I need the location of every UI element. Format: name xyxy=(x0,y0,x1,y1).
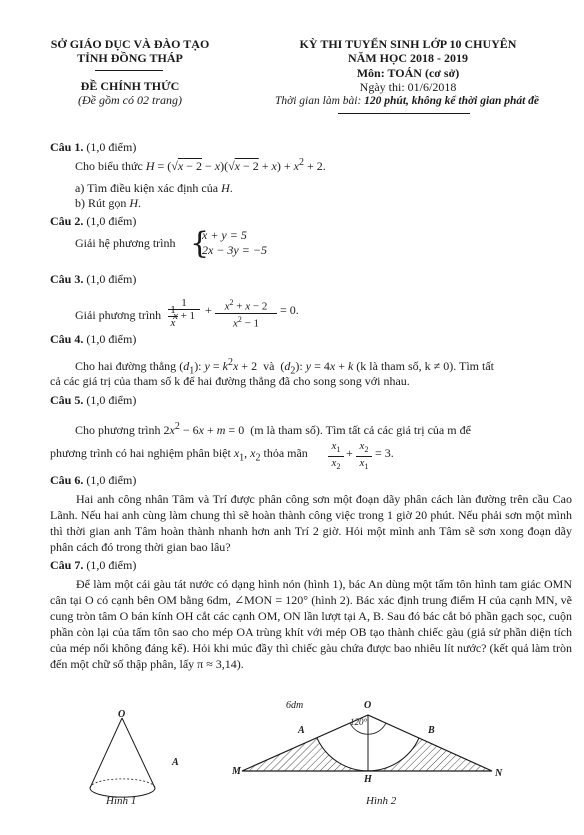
figure-2-label-b: B xyxy=(428,725,435,736)
question-3-plus: + xyxy=(205,303,212,317)
question-1-part-a: a) Tìm điều kiện xác định của H. xyxy=(75,181,233,195)
question-3-equation: Giải phương trình $\frac{1}{x}$ xyxy=(75,303,176,329)
question-5-line-1: Cho phương trình $2x^2 - 6x + m = 0$ (m là tham số). Tìm tất cả các giá trị của m để xyxy=(75,421,471,437)
figure-1-caption: Hình 1 xyxy=(106,795,137,807)
question-3-equals: = 0. xyxy=(280,303,299,317)
exam-date: Ngày thi: 01/6/2018 xyxy=(359,80,457,94)
department-name: SỞ GIÁO DỤC VÀ ĐÀO TẠO xyxy=(50,37,210,51)
question-4-line-2: cả các giá trị của tham số k để hai đường thẳng đã cho song song với nhau. xyxy=(50,374,410,388)
pages-note: (Đề gồm có 02 trang) xyxy=(78,93,182,107)
question-1-expression: Cho biểu thức $H = (√x - 2 - x)(√x - 2 + x) + x^2 + 2$. xyxy=(75,157,326,173)
figure-2-angle-label: 120° xyxy=(350,717,368,727)
exam-title: KỲ THI TUYỂN SINH LỚP 10 CHUYÊN xyxy=(299,37,517,51)
question-6-heading: Câu 6. (1,0 điểm) xyxy=(50,473,137,487)
figure-2-label-o: O xyxy=(364,700,372,711)
figure-2-side-label: 6dm xyxy=(286,700,304,711)
exam-duration: Thời gian làm bài: 120 phút, không kể thời gian phát đề xyxy=(274,95,540,107)
question-5-plus: + xyxy=(346,446,353,460)
figure-2-caption: Hình 2 xyxy=(366,795,397,807)
header-divider-left xyxy=(95,70,163,71)
question-5-fraction-2: $x_2$ $x_1$ xyxy=(356,440,372,473)
province-name: TỈNH ĐỒNG THÁP xyxy=(77,51,183,65)
question-3-fraction-1: 1 x + 1 xyxy=(168,297,200,322)
question-1-heading: Câu 1. (1,0 điểm) xyxy=(50,140,137,154)
figure-2-label-m: M xyxy=(232,766,241,777)
subject: Môn: TOÁN (cơ sở) xyxy=(356,66,460,80)
school-year: NĂM HỌC 2018 - 2019 xyxy=(348,51,468,65)
figure-2-label-n: N xyxy=(495,768,503,779)
question-7-heading: Câu 7. (1,0 điểm) xyxy=(50,558,137,572)
question-1-part-b: b) Rút gọn H. xyxy=(75,196,142,210)
question-6-text: Hai anh công nhân Tâm và Trí được phân công sơn một đoạn dãy phân cách làn đường trên cầu Cao Lãnh. Nếu hai anh cùng làm chung thì sẽ hoàn thành công việc trong 1 giờ 20 phút. Nếu phải sơn một mình thì thời gian anh Tâm hoàn thành nhanh hơn anh Trí 2 giờ. Hỏi một mình anh Tâm sẽ sơn xong đoạn dãy phân cách đó trong thời gian bao lâu? xyxy=(50,492,572,554)
question-7-text: Để làm một cái gàu tát nước có dạng hình nón (hình 1), bác An dùng một tấm tôn hình tam giác OMN cân tại O có cạnh bên OM bằng 6dm, ∠MON = 120° (hình 2). Bác xác định trung điểm H của cạnh MN, vẽ cung tròn tâm O bán kính OH cắt các cạnh OM, ON lần lượt tại A, B. Sau đó bác cắt bỏ phần gạch sọc, cuộn phần còn lại của tấm tôn sao cho mép OA trùng khít với mép OB tạo thành chiếc gàu (giả sử phần diện tích của mép nối không đáng kể). Hỏi khi múc đầy thì chiếc gàu chứa được bao nhiêu lít nước? (kết quả làm tròn đến một chữ số thập phân, lấy π ≈ 3,14). xyxy=(50,577,572,671)
question-4-line-1: Cho hai đường thẳng $(d_1)$: $y = k^2x + 2$ và $(d_2)$: y = 4x + k (k là tham số, k ≠ 0). Tìm tất xyxy=(75,357,494,377)
figure-2-label-a: A xyxy=(298,725,305,736)
question-4-heading: Câu 4. (1,0 điểm) xyxy=(50,332,137,346)
question-5-heading: Câu 5. (1,0 điểm) xyxy=(50,393,137,407)
official-label: ĐỀ CHÍNH THỨC xyxy=(80,79,180,93)
header-divider-right xyxy=(338,113,470,114)
question-5-equals: = 3. xyxy=(375,446,394,460)
question-2-heading: Câu 2. (1,0 điểm) xyxy=(50,214,137,228)
figure-2-label-h: H xyxy=(364,774,372,785)
figure-1-label-o: O xyxy=(118,709,126,720)
question-2-intro: Giải hệ phương trình xyxy=(75,236,176,250)
question-5-line-2: phương trình có hai nghiệm phân biệt $x_1$, $x_2$ thỏa mãn xyxy=(50,446,308,464)
question-5-fraction-1: $x_1$ $x_2$ xyxy=(328,440,344,473)
question-3-fraction-2: $x^2 + x - 2$ $x^2 - 1$ xyxy=(215,297,277,329)
figure-1-label-a: A xyxy=(172,757,179,768)
question-3-heading: Câu 3. (1,0 điểm) xyxy=(50,272,137,286)
